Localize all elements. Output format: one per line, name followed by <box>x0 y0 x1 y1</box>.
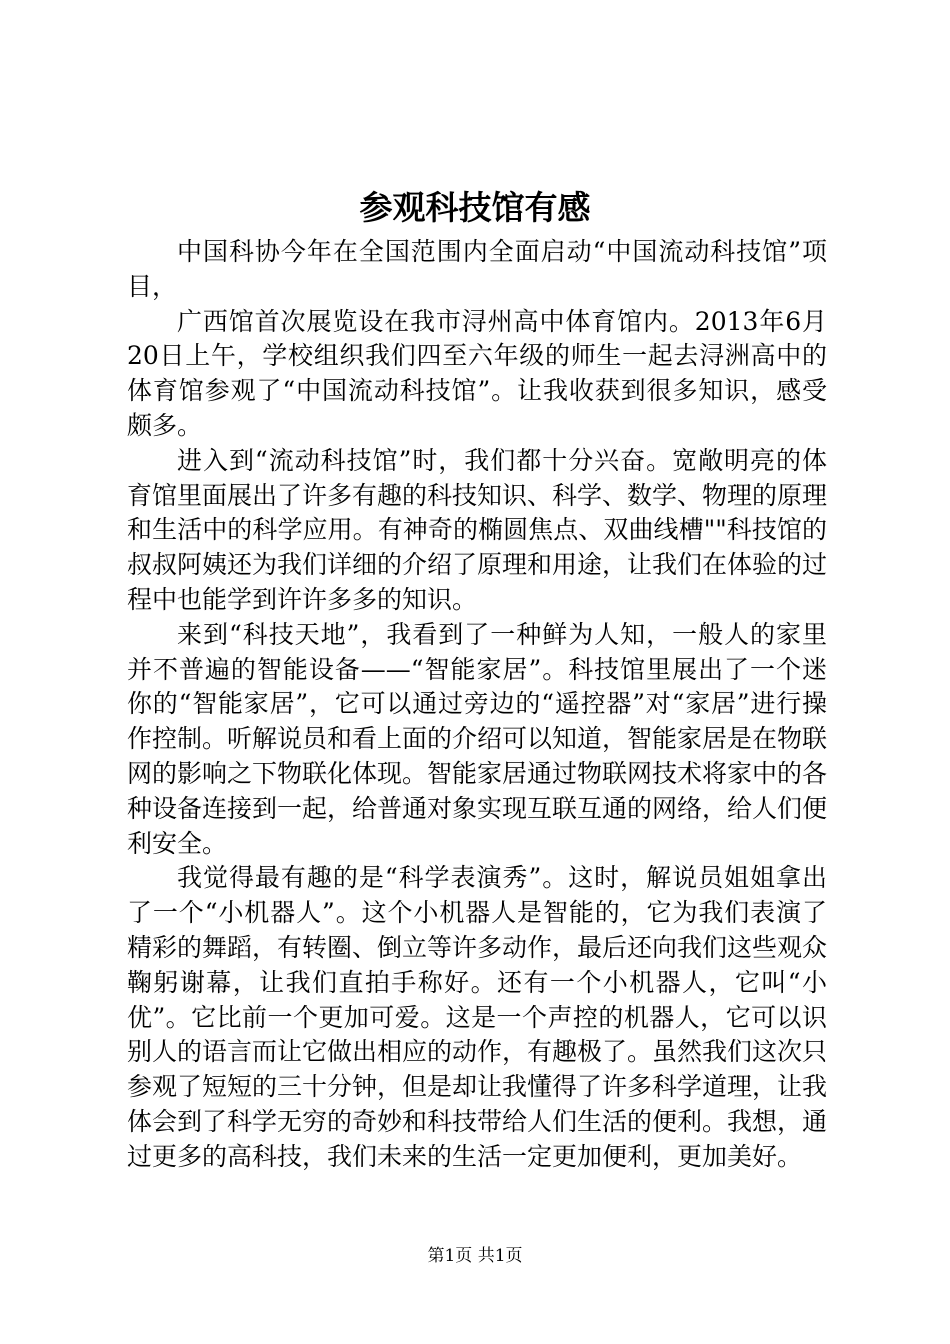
paragraph-4: 来到“科技天地”，我看到了一种鲜为人知，一般人的家里并不普遍的智能设备——“智能家居”。科技馆里展出了一个迷你的“智能家居”，它可以通过旁边的“遥控器”对“家居”进行操作控制。听解说员和看上面的介绍可以知道，智能家居是在物联网的影响之下物联化体现。智能家居通过物联网技术将家中的各种设备连接到一起，给普通对象实现互联互通的网络，给人们便利安全。 <box>127 619 828 858</box>
document-body <box>127 235 827 1175</box>
document-title: 参观科技馆有感 <box>359 188 591 227</box>
page-footer: 第1页 共1页 <box>427 1246 523 1266</box>
paragraph-1: 中国科协今年在全国范围内全面启动“中国流动科技馆”项目， <box>127 237 827 301</box>
paragraph-5: 我觉得最有趣的是“科学表演秀”。这时，解说员姐姐拿出了一个“小机器人”。这个小机器人是智能的，它为我们表演了精彩的舞蹈，有转圈、倒立等许多动作，最后还向我们这些观众鞠躬谢幕，让我们直拍手称好。还有一个小机器人，它叫“小优”。它比前一个更加可爱。这是一个声控的机器人，它可以识别人的语言而让它做出相应的动作，有趣极了。虽然我们这次只参观了短短的三十分钟，但是却让我懂得了许多科学道理，让我体会到了科学无穷的奇妙和科技带给人们生活的便利。我想，通过更多的高科技，我们未来的生活一定更加便利，更加美好。 <box>127 863 828 1171</box>
paragraph-3: 进入到“流动科技馆”时，我们都十分兴奋。宽敞明亮的体育馆里面展出了许多有趣的科技知识、科学、数学、物理的原理和生活中的科学应用。有神奇的椭圆焦点、双曲线槽""科技馆的叔叔阿姨还为我们详细的介绍了原理和用途，让我们在体验的过程中也能学到许许多多的知识。 <box>127 445 828 614</box>
paragraph-2: 广西馆首次展览设在我市浔州高中体育馆内。2013年6月20日上午，学校组织我们四至六年级的师生一起去浔洲高中的体育馆参观了“中国流动科技馆”。让我收获到很多知识，感受颇多。 <box>127 306 827 440</box>
